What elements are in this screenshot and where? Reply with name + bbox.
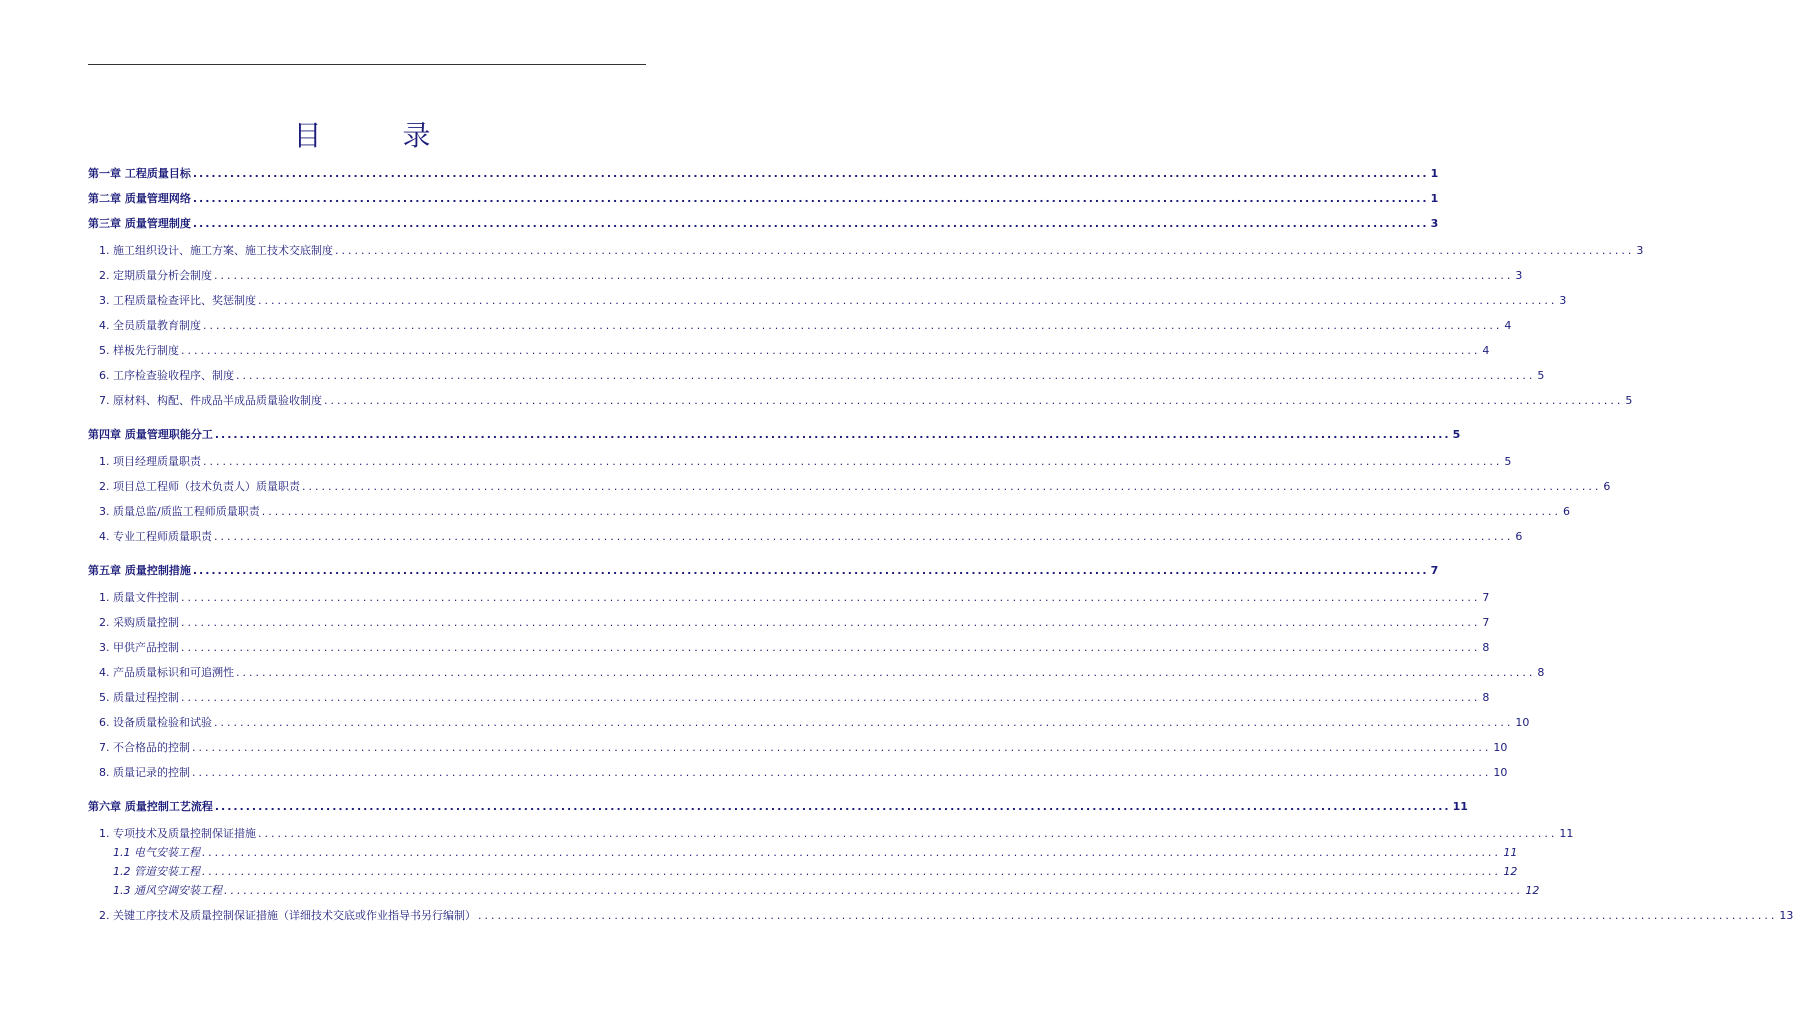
toc-entry-label: 4. 产品质量标识和可追溯性 [99, 666, 234, 679]
section-gap [88, 408, 646, 417]
toc-page-number: 11 [1503, 846, 1518, 859]
toc-leader-dots: ........................................................................................................................................................................................................ [236, 369, 1536, 382]
toc-leader-dots: ........................................................................................................................................................................................................ [192, 766, 1492, 779]
toc-section-entry[interactable] [88, 730, 1508, 755]
toc-page-number: 7 [1482, 616, 1490, 629]
toc-page-number: 7 [1430, 564, 1439, 577]
toc-entry-label: 7. 原材料、构配、件成品半成品质量验收制度 [99, 394, 322, 407]
toc-page-number: 3 [1636, 244, 1644, 257]
toc-page-number: 1 [1430, 167, 1439, 180]
toc-leader-dots: ........................................................................................................................................................................................................ [258, 827, 1558, 840]
toc-entry-label: 3. 质量总监/质监工程师质量职责 [99, 505, 260, 518]
toc-leader-dots: ........................................................................................................................................................................................................ [335, 244, 1635, 257]
toc-page-number: 10 [1493, 766, 1508, 779]
toc-section-entry[interactable] [88, 308, 1512, 333]
toc-entry-label: 8. 质量记录的控制 [99, 766, 190, 779]
toc-page-number: 8 [1482, 641, 1490, 654]
toc-page-number: 5 [1625, 394, 1633, 407]
toc-page-number: 5 [1504, 455, 1512, 468]
toc-entry-label: 1. 施工组织设计、施工方案、施工技术交底制度 [99, 244, 333, 257]
toc-leader-dots: ........................................................................................................................................................................................................ [236, 666, 1536, 679]
toc-entry-label: 5. 样板先行制度 [99, 344, 179, 357]
toc-subsection-entry[interactable] [88, 841, 1518, 860]
toc-section-entry[interactable] [88, 283, 1567, 308]
toc-chapter-entry[interactable] [88, 417, 1461, 442]
toc-page-number: 3 [1430, 217, 1439, 230]
toc-page-number: 10 [1515, 716, 1530, 729]
toc-section-entry[interactable] [88, 519, 1523, 544]
toc-leader-dots: ........................................................................................................................................................................................................ [203, 455, 1503, 468]
toc-section-entry[interactable] [88, 898, 1793, 923]
toc-section-entry[interactable] [88, 680, 1490, 705]
toc-leader-dots: ........................................................................................................................................................................................................ [214, 269, 1514, 282]
toc-page-number: 6 [1563, 505, 1571, 518]
toc-page-number: 6 [1603, 480, 1611, 493]
toc-leader-dots: ........................................................................................................................................................................................................ [192, 564, 1429, 577]
toc-entry-label: 3. 工程质量检查评比、奖惩制度 [99, 294, 256, 307]
toc-leader-dots: ........................................................................................................................................................................................................ [192, 167, 1429, 180]
toc-entry-label: 2. 定期质量分析会制度 [99, 269, 212, 282]
toc-leader-dots: ........................................................................................................................................................................................................ [302, 480, 1602, 493]
toc-section-entry[interactable] [88, 580, 1490, 605]
toc-page-number: 8 [1537, 666, 1545, 679]
toc-leader-dots: ........................................................................................................................................................................................................ [478, 909, 1778, 922]
toc-subsection-entry[interactable] [88, 860, 1518, 879]
section-gap [88, 780, 646, 789]
toc-section-entry[interactable] [88, 233, 1644, 258]
toc-section-entry[interactable] [88, 605, 1490, 630]
toc-section-entry[interactable] [88, 494, 1571, 519]
toc-entry-label: 6. 设备质量检验和试验 [99, 716, 212, 729]
toc-page-number: 4 [1482, 344, 1490, 357]
section-gap [88, 544, 646, 553]
page-title: 目 录 [293, 119, 467, 152]
toc-page-number: 5 [1537, 369, 1545, 382]
toc-section-entry[interactable] [88, 705, 1530, 730]
toc-page-number: 7 [1482, 591, 1490, 604]
toc-section-entry[interactable] [88, 469, 1611, 494]
toc-entry-label: 1.2 管道安装工程 [113, 865, 200, 878]
toc-leader-dots: ........................................................................................................................................................................................................ [203, 319, 1503, 332]
toc-section-entry[interactable] [88, 655, 1545, 680]
toc-section-entry[interactable] [88, 383, 1633, 408]
toc-page-number: 8 [1482, 691, 1490, 704]
toc-entry-label: 2. 采购质量控制 [99, 616, 179, 629]
toc-leader-dots: ........................................................................................................................................................................................................ [181, 641, 1481, 654]
toc-page-number: 1 [1430, 192, 1439, 205]
toc-entry-label: 5. 质量过程控制 [99, 691, 179, 704]
toc-leader-dots: ........................................................................................................................................................................................................ [192, 192, 1429, 205]
toc-leader-dots: ........................................................................................................................................................................................................ [214, 428, 1451, 441]
toc-chapter-entry[interactable] [88, 206, 1439, 231]
toc-leader-dots: ........................................................................................................................................................................................................ [181, 344, 1481, 357]
toc-entry-label: 2. 关键工序技术及质量控制保证措施（详细技术交底或作业指导书另行编制） [99, 909, 476, 922]
toc-leader-dots: ........................................................................................................................................................................................................ [214, 530, 1514, 543]
table-of-contents [88, 156, 1793, 923]
toc-section-entry[interactable] [88, 258, 1523, 283]
toc-entry-label: 2. 项目总工程师（技术负责人）质量职责 [99, 480, 300, 493]
toc-page-number: 5 [1452, 428, 1461, 441]
toc-entry-label: 1. 专项技术及质量控制保证措施 [99, 827, 256, 840]
toc-entry-label: 第二章 质量管理网络 [88, 192, 191, 205]
toc-leader-dots: ........................................................................................................................................................................................................ [261, 505, 1562, 518]
toc-entry-label: 第六章 质量控制工艺流程 [88, 800, 213, 813]
toc-entry-label: 第四章 质量管理职能分工 [88, 428, 213, 441]
toc-entry-label: 1. 项目经理质量职责 [99, 455, 201, 468]
toc-leader-dots: ........................................................................................................................................................................................................ [214, 800, 1451, 813]
toc-leader-dots: ........................................................................................................................................................................................................ [202, 865, 1502, 878]
toc-leader-dots: ........................................................................................................................................................................................................ [192, 217, 1429, 230]
toc-page-number: 4 [1504, 319, 1512, 332]
toc-section-entry[interactable] [88, 444, 1512, 469]
toc-section-entry[interactable] [88, 755, 1508, 780]
toc-entry-label: 4. 全员质量教育制度 [99, 319, 201, 332]
toc-leader-dots: ........................................................................................................................................................................................................ [202, 846, 1502, 859]
toc-chapter-entry[interactable] [88, 553, 1439, 578]
toc-section-entry[interactable] [88, 358, 1545, 383]
toc-entry-label: 第一章 工程质量目标 [88, 167, 191, 180]
toc-page-number: 3 [1515, 269, 1523, 282]
toc-entry-label: 4. 专业工程师质量职责 [99, 530, 212, 543]
toc-chapter-entry[interactable] [88, 789, 1468, 814]
toc-page-number: 12 [1525, 884, 1540, 897]
toc-leader-dots: ........................................................................................................................................................................................................ [214, 716, 1514, 729]
toc-leader-dots: ........................................................................................................................................................................................................ [181, 591, 1481, 604]
header-rule [88, 64, 646, 65]
toc-chapter-entry[interactable] [88, 156, 1439, 181]
toc-leader-dots: ........................................................................................................................................................................................................ [258, 294, 1558, 307]
toc-entry-label: 7. 不合格品的控制 [99, 741, 190, 754]
toc-entry-label: 第三章 质量管理制度 [88, 217, 191, 230]
toc-entry-label: 6. 工序检查验收程序、制度 [99, 369, 234, 382]
toc-page-number: 11 [1559, 827, 1574, 840]
toc-leader-dots: ........................................................................................................................................................................................................ [324, 394, 1624, 407]
toc-leader-dots: ........................................................................................................................................................................................................ [181, 691, 1481, 704]
toc-page-number: 11 [1452, 800, 1468, 813]
toc-entry-label: 1.3 通风空调安装工程 [113, 884, 222, 897]
toc-page-number: 3 [1559, 294, 1567, 307]
toc-section-entry[interactable] [88, 333, 1490, 358]
toc-subsection-entry[interactable] [88, 879, 1540, 898]
toc-page-number: 13 [1779, 909, 1793, 922]
toc-page-number: 10 [1493, 741, 1508, 754]
toc-chapter-entry[interactable] [88, 181, 1439, 206]
toc-entry-label: 1.1 电气安装工程 [113, 846, 200, 859]
toc-entry-label: 3. 甲供产品控制 [99, 641, 179, 654]
toc-page-number: 12 [1503, 865, 1518, 878]
toc-leader-dots: ........................................................................................................................................................................................................ [224, 884, 1524, 897]
toc-page-number: 6 [1515, 530, 1523, 543]
toc-section-entry[interactable] [88, 816, 1574, 841]
toc-leader-dots: ........................................................................................................................................................................................................ [192, 741, 1492, 754]
toc-leader-dots: ........................................................................................................................................................................................................ [181, 616, 1481, 629]
toc-entry-label: 第五章 质量控制措施 [88, 564, 191, 577]
toc-entry-label: 1. 质量文件控制 [99, 591, 179, 604]
toc-section-entry[interactable] [88, 630, 1490, 655]
